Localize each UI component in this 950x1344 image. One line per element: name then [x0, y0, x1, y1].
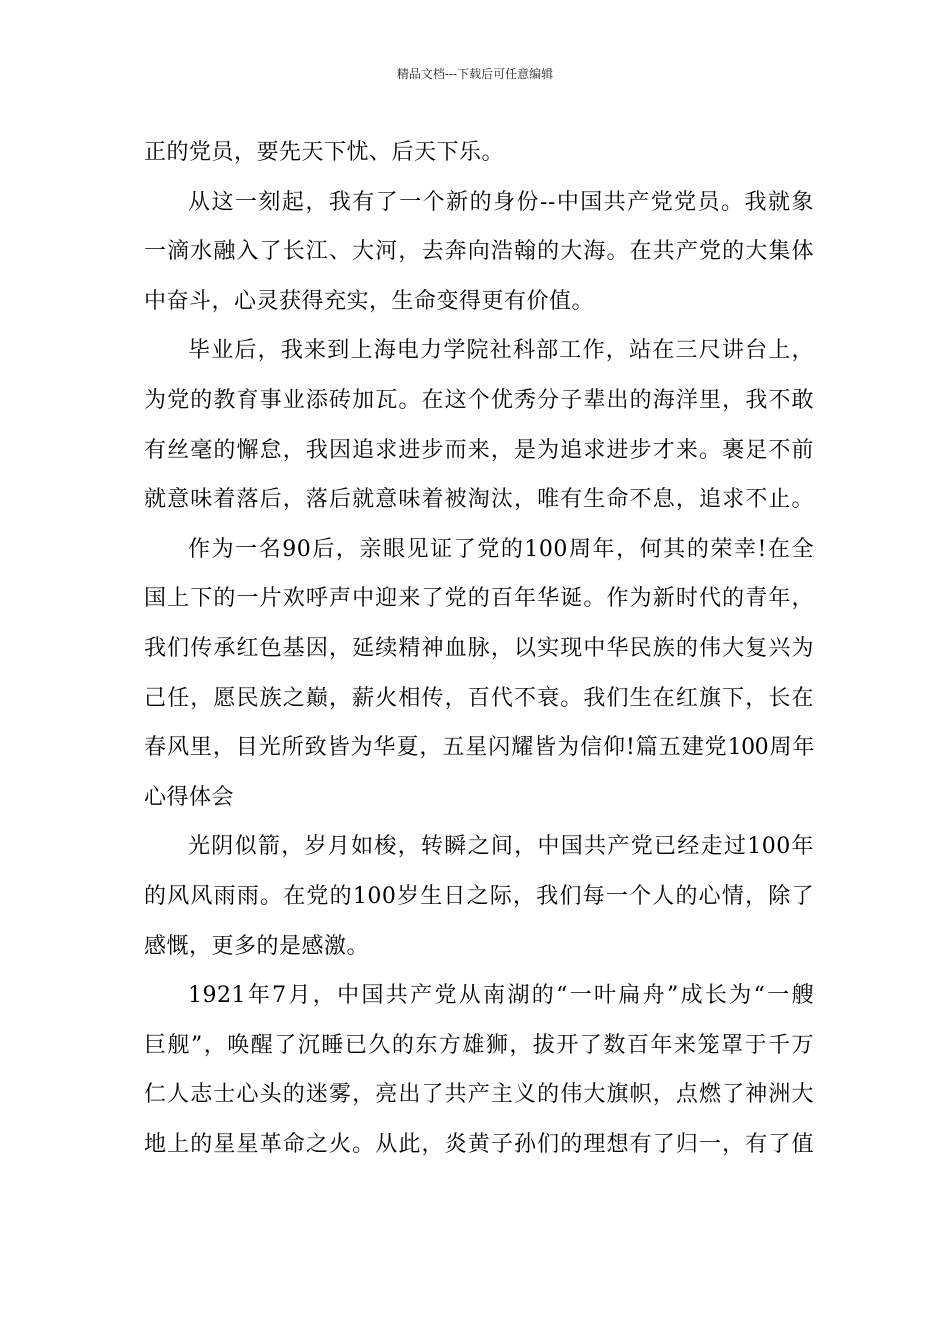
paragraph-line: 正的党员，要先天下忧、后天下乐。 [144, 140, 505, 165]
paragraph-4 [144, 525, 814, 823]
paragraph-line: 感慨，更多的是感激。 [144, 933, 370, 959]
page-header: 精品文档---下载后可任意编辑 [396, 67, 554, 81]
paragraph-line: 毕业后，我来到上海电力学院社科部工作，站在三尺讲台上， [188, 338, 814, 364]
paragraph-line: 一滴水融入了长江、大河，去奔向浩翰的大海。在共产党的大集体 [144, 239, 814, 265]
paragraph-5 [144, 822, 814, 971]
paragraph-6 [144, 971, 814, 1169]
paragraph-line: 巨舰”，唤醒了沉睡已久的东方雄狮，拔开了数百年来笼罩于千万 [144, 1032, 814, 1058]
paragraph-line: 1921年7月，中国共产党从南湖的“一叶扁舟”成长为“一艘 [188, 983, 814, 1009]
paragraph-line: 就意味着落后，落后就意味着被淘汰，唯有生命不息，追求不止。 [144, 487, 814, 513]
paragraph-2 [144, 178, 814, 327]
paragraph-line: 我们传承红色基因，延续精神血脉，以实现中华民族的伟大复兴为 [144, 635, 814, 661]
paragraph-line: 春风里，目光所致皆为华夏，五星闪耀皆为信仰!篇五建党100周年 [144, 735, 814, 761]
paragraph-line: 光阴似箭，岁月如梭，转瞬之间，中国共产党已经走过100年 [188, 834, 814, 860]
paragraph-line: 国上下的一片欢呼声中迎来了党的百年华诞。作为新时代的青年， [144, 586, 814, 612]
paragraph-line: 仁人志士心头的迷雾，亮出了共产主义的伟大旗帜，点燃了神洲大 [144, 1082, 814, 1108]
paragraph-line: 心得体会 [144, 784, 235, 810]
paragraph-line: 从这一刻起，我有了一个新的身份--中国共产党党员。我就象 [188, 189, 814, 215]
paragraph-3 [144, 326, 814, 524]
document-body [144, 128, 814, 1169]
paragraph-line: 的风风雨雨。在党的100岁生日之际，我们每一个人的心情，除了 [144, 883, 814, 909]
paragraph-line: 中奋斗，心灵获得充实，生命变得更有价值。 [144, 288, 595, 314]
paragraph-line: 己任，愿民族之巅，薪火相传，百代不衰。我们生在红旗下，长在 [144, 685, 814, 711]
paragraph-line: 为党的教育事业添砖加瓦。在这个优秀分子辈出的海洋里，我不敢 [144, 387, 814, 413]
paragraph-line: 地上的星星革命之火。从此，炎黄子孙们的理想有了归一，有了值 [144, 1131, 814, 1157]
paragraph-line: 作为一名90后，亲眼见证了党的100周年，何其的荣幸!在全 [188, 536, 814, 562]
paragraph-1 [144, 128, 814, 178]
paragraph-line: 有丝毫的懈怠，我因追求进步而来，是为追求进步才来。裹足不前 [144, 437, 814, 463]
